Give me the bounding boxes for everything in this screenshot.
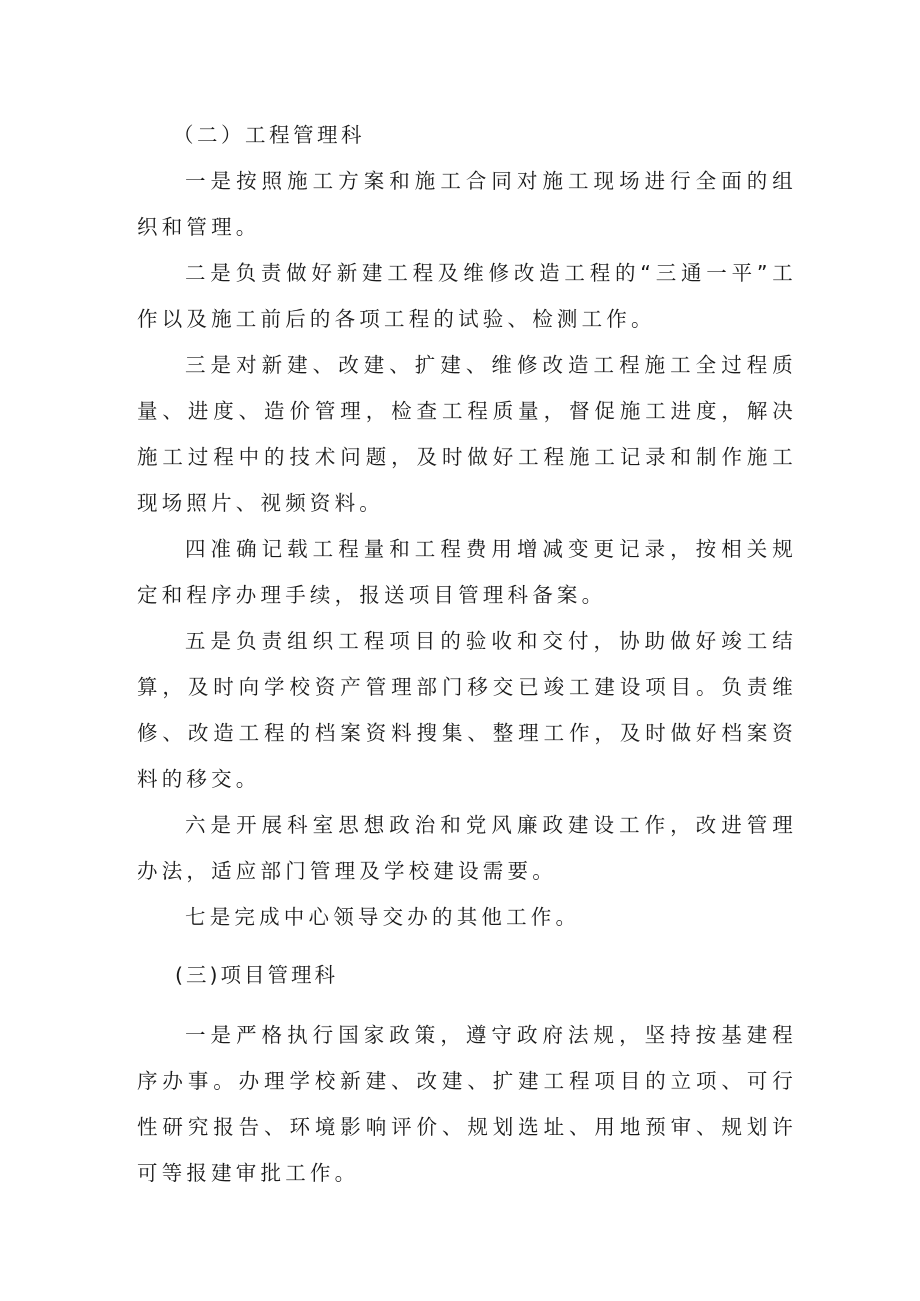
paragraph-item-6: 六是开展科室思想政治和党风廉政建设工作，改进管理办法，适应部门管理及学校建设需要。 bbox=[137, 813, 797, 883]
paragraph-item-7: 七是完成中心领导交办的其他工作。 bbox=[185, 905, 581, 929]
paragraph-item-5: 五是负责组织工程项目的验收和交付，协助做好竣工结算，及时向学校资产管理部门移交已竣工建设项目。负责维修、改造工程的档案资料搜集、整理工作，及时做好档案资料的移交。 bbox=[137, 629, 797, 791]
paragraph-item-2: 二是负责做好新建工程及维修改造工程的“三通一平”工作以及施工前后的各项工程的试验、检测工作。 bbox=[137, 261, 797, 331]
paragraph-item-1: 一是严格执行国家政策，遵守政府法规，坚持按基建程序办事。办理学校新建、改建、扩建工程项目的立项、可行性研究报告、环境影响评价、规划选址、用地预审、规划许可等报建审批工作。 bbox=[137, 1023, 797, 1185]
paragraph-item-4: 四准确记载工程量和工程费用增减变更记录，按相关规定和程序办理手续，报送项目管理科备案。 bbox=[137, 537, 797, 607]
section-heading-project-management: (三)项目管理科 bbox=[175, 963, 338, 987]
document-page bbox=[137, 112, 797, 1196]
section-heading-engineering-management: （二）工程管理科 bbox=[173, 123, 365, 147]
paragraph-item-1: 一是按照施工方案和施工合同对施工现场进行全面的组织和管理。 bbox=[137, 169, 797, 239]
paragraph-item-3: 三是对新建、改建、扩建、维修改造工程施工全过程质量、进度、造价管理，检查工程质量，督促施工进度，解决施工过程中的技术问题，及时做好工程施工记录和制作施工现场照片、视频资料。 bbox=[137, 353, 797, 515]
